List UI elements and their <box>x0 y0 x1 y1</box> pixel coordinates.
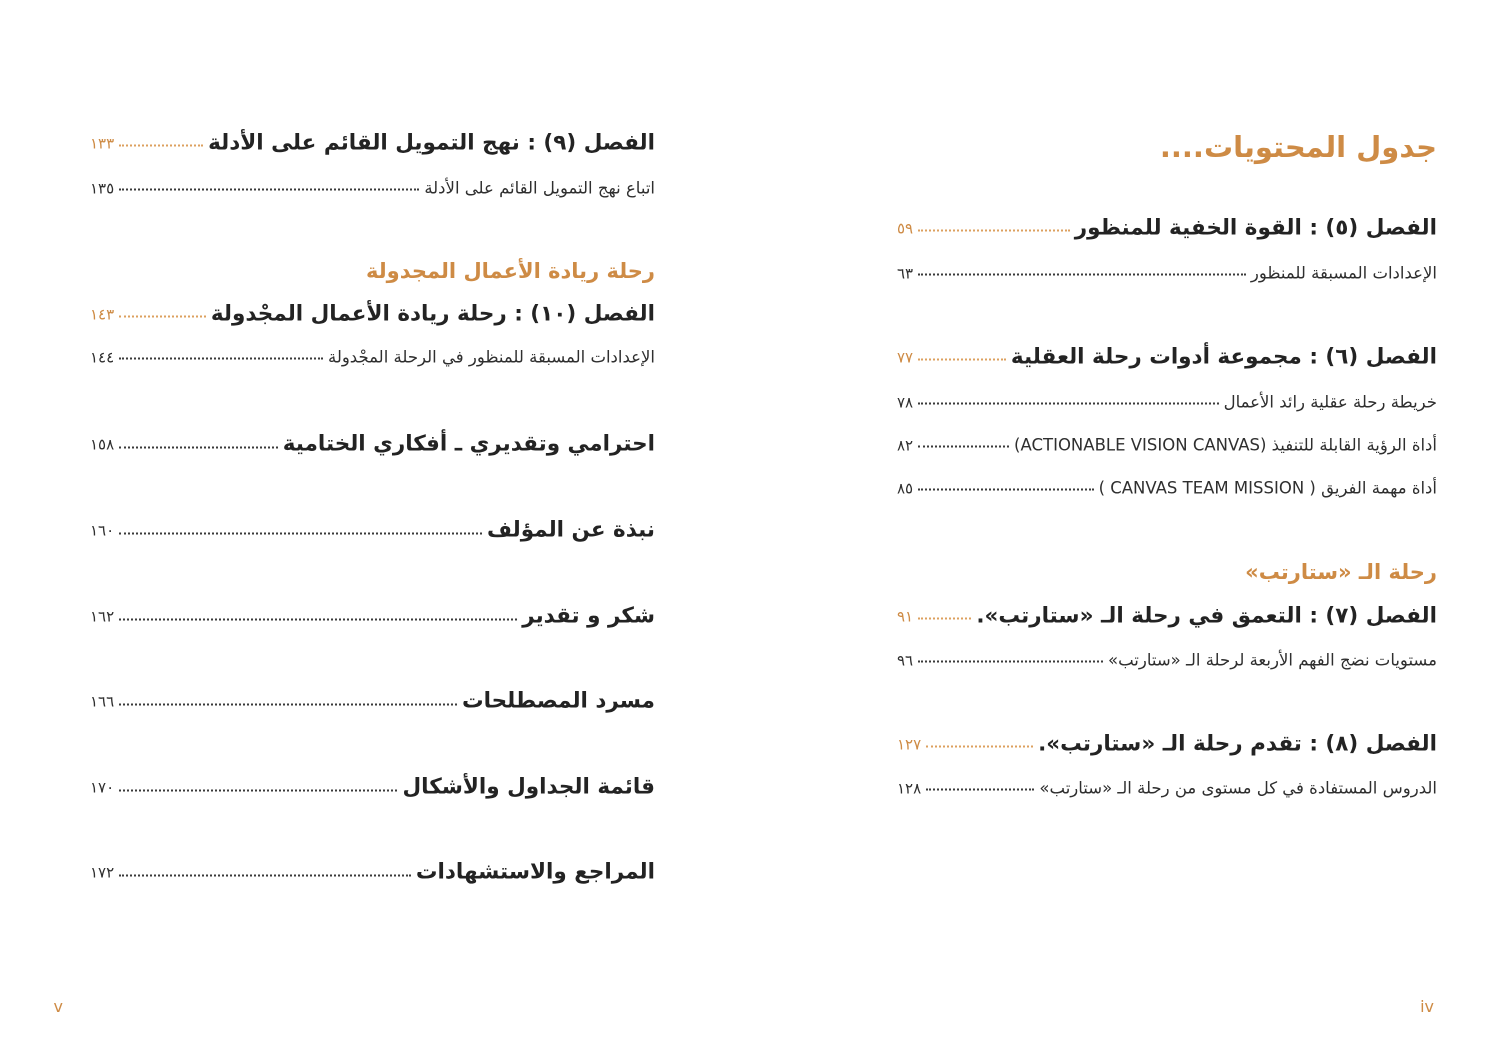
dotted-leader <box>119 145 203 147</box>
entry-title: شكر و تقدير <box>522 603 655 629</box>
dotted-leader <box>918 359 1006 361</box>
entry-page-number: ١٣٥ <box>90 179 115 197</box>
entry-page-number: ٩٦ <box>897 651 914 669</box>
toc-entry-chapter-9 <box>90 131 655 156</box>
toc-entry-tables-figures <box>90 775 655 800</box>
toc-entry-sub <box>897 479 1437 498</box>
section-heading-text: رحلة ريادة الأعمال المجدولة <box>366 259 655 283</box>
dotted-leader <box>918 661 1103 663</box>
entry-title: أداة الرؤية القابلة للتنفيذ (ACTIONABLE VISION CANVAS) <box>1014 435 1437 455</box>
toc-entry-sub <box>90 348 655 367</box>
entry-title: مستويات نضج الفهم الأربعة لرحلة الـ «ستارتب» <box>1107 650 1437 670</box>
dotted-leader <box>926 789 1034 791</box>
dotted-leader <box>119 447 278 449</box>
entry-title: الفصل (٦) : مجموعة أدوات رحلة العقلية <box>1010 344 1437 370</box>
entry-page-number: ١٦٠ <box>90 521 115 539</box>
entry-page-number: ١٢٧ <box>897 735 922 753</box>
entry-title: مسرد المصطلحات <box>461 688 655 714</box>
folio-right-page: iv <box>1420 997 1434 1016</box>
entry-title: الإعدادات المسبقة للمنظور في الرحلة المجْدولة <box>327 347 655 367</box>
entry-page-number: ١٢٨ <box>897 779 922 797</box>
toc-entry-chapter-8 <box>897 732 1437 757</box>
dotted-leader <box>119 316 206 318</box>
entry-title: الفصل (٥) : القوة الخفية للمنظور <box>1074 215 1437 241</box>
entry-title: الفصل (٧) : التعمق في رحلة الـ «ستارتب». <box>976 603 1437 629</box>
entry-page-number: ١٧٠ <box>90 778 115 796</box>
toc-entry-closing-thoughts <box>90 432 655 457</box>
toc-entry-references <box>90 860 655 885</box>
entry-page-number: ١٤٣ <box>90 305 115 323</box>
dotted-leader <box>119 619 517 621</box>
entry-page-number: ٧٧ <box>897 348 914 366</box>
dotted-leader <box>119 790 397 792</box>
entry-page-number: ١٣٣ <box>90 134 115 152</box>
dotted-leader <box>119 189 419 191</box>
entry-page-number: ٧٨ <box>897 393 914 411</box>
entry-page-number: ١٤٤ <box>90 348 115 366</box>
toc-entry-sub <box>897 393 1437 412</box>
toc-entry-chapter-7 <box>897 604 1437 629</box>
toc-entry-sub <box>897 779 1437 798</box>
entry-page-number: ٥٩ <box>897 219 914 237</box>
dotted-leader <box>918 618 971 620</box>
entry-title: الفصل (٩) : نهج التمويل القائم على الأدلة <box>208 130 655 156</box>
toc-entry-chapter-6 <box>897 345 1437 370</box>
dotted-leader <box>918 230 1070 232</box>
toc-title-text: جدول المحتويات.... <box>1159 130 1437 164</box>
toc-title <box>897 130 1437 164</box>
entry-page-number: ١٥٨ <box>90 435 115 453</box>
toc-entry-glossary <box>90 689 655 714</box>
dotted-leader <box>119 533 482 535</box>
entry-title: الإعدادات المسبقة للمنظور <box>1250 263 1437 283</box>
toc-entry-acknowledgments <box>90 604 655 629</box>
toc-entry-sub <box>897 651 1437 670</box>
toc-entry-sub <box>897 264 1437 283</box>
entry-title: احترامي وتقديري ـ أفكاري الختامية <box>282 431 655 457</box>
entry-page-number: ٨٥ <box>897 479 914 497</box>
dotted-leader <box>918 274 1246 276</box>
entry-title: الفصل (٨) : تقدم رحلة الـ «ستارتب». <box>1038 731 1437 757</box>
section-heading-startup-journey <box>897 560 1437 584</box>
entry-page-number: ١٧٢ <box>90 863 115 881</box>
dotted-leader <box>119 358 323 360</box>
section-heading-text: رحلة الـ «ستارتب» <box>1245 560 1437 584</box>
dotted-leader <box>918 446 1009 448</box>
entry-title: خريطة رحلة عقلية رائد الأعمال <box>1223 392 1437 412</box>
dotted-leader <box>918 489 1093 491</box>
entry-page-number: ١٦٢ <box>90 607 115 625</box>
toc-entry-sub <box>90 179 655 198</box>
toc-entry-chapter-5 <box>897 216 1437 241</box>
entry-title: نبذة عن المؤلف <box>487 517 655 543</box>
right-page <box>897 0 1437 1064</box>
entry-page-number: ٦٣ <box>897 264 914 282</box>
toc-entry-about-author <box>90 518 655 543</box>
entry-title: الفصل (١٠) : رحلة ريادة الأعمال المجْدولة <box>210 301 655 327</box>
dotted-leader <box>926 746 1033 748</box>
toc-entry-chapter-10 <box>90 302 655 327</box>
entry-title: المراجع والاستشهادات <box>415 859 655 885</box>
entry-title: الدروس المستفادة في كل مستوى من رحلة الـ «ستارتب» <box>1039 778 1437 798</box>
entry-title: أداة مهمة الفريق ( CANVAS TEAM MISSION ) <box>1098 478 1437 498</box>
dotted-leader <box>918 403 1218 405</box>
entry-page-number: ٨٢ <box>897 436 914 454</box>
entry-page-number: ١٦٦ <box>90 692 115 710</box>
toc-entry-sub <box>897 436 1437 455</box>
left-page <box>90 0 655 1064</box>
dotted-leader <box>119 704 457 706</box>
entry-title: قائمة الجداول والأشكال <box>402 774 655 800</box>
dotted-leader <box>119 875 411 877</box>
entry-title: اتباع نهج التمويل القائم على الأدلة <box>424 178 655 198</box>
section-heading-scheduled-journey <box>90 259 655 283</box>
folio-left-page: v <box>53 997 63 1016</box>
entry-page-number: ٩١ <box>897 607 914 625</box>
